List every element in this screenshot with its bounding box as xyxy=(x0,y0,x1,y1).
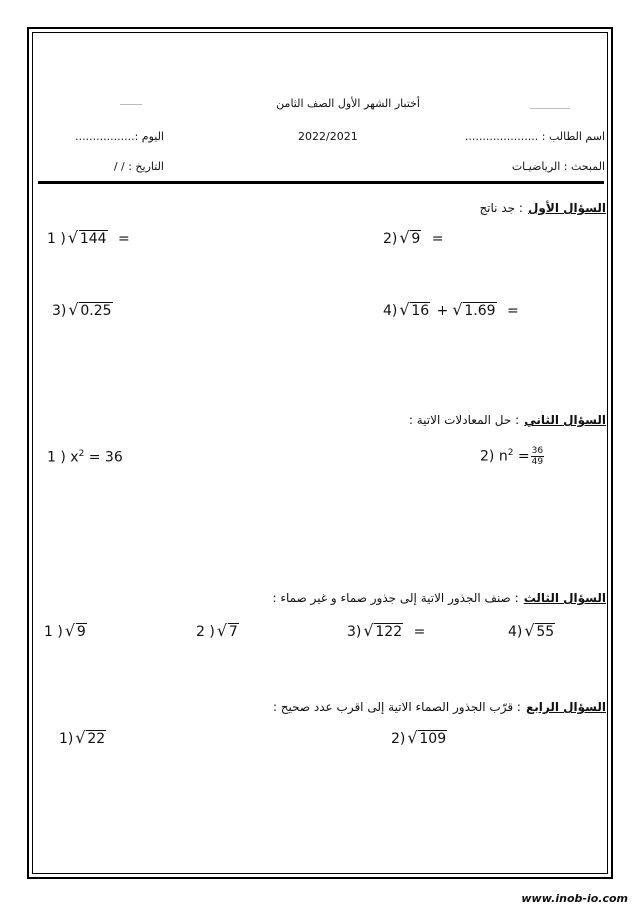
item-label: 3) xyxy=(347,624,362,640)
radicand: 1.69 xyxy=(464,303,496,319)
square-root: √ 22 xyxy=(75,728,106,747)
square-root: √ 9 xyxy=(64,621,86,640)
q2-item-1 xyxy=(47,449,123,466)
equals-sign: = xyxy=(413,624,426,640)
radicand: 55 xyxy=(536,624,555,640)
item-label: 4) xyxy=(508,624,523,640)
plus-sign: + xyxy=(436,303,449,319)
square-root: √ 55 xyxy=(524,621,555,640)
equals-sign: = xyxy=(431,231,444,247)
radicand: 144 xyxy=(79,231,107,247)
item-label: 2 ) xyxy=(196,624,215,640)
radicand: 9 xyxy=(76,624,86,640)
q4-heading xyxy=(236,696,606,715)
item-label: 4) xyxy=(383,303,398,319)
square-root: √ 144 xyxy=(67,228,107,247)
header-divider xyxy=(38,181,604,184)
numerator: 36 xyxy=(531,446,544,456)
square-root: √ 0.25 xyxy=(68,300,112,319)
radicand: 7 xyxy=(228,624,238,640)
item-label: 1 ) x xyxy=(47,449,79,466)
q4-title: السؤال الرابع xyxy=(526,700,606,714)
denominator: 49 xyxy=(531,457,544,467)
item-label: 1) xyxy=(59,731,74,747)
q2-heading xyxy=(380,409,606,428)
equals-sign: = xyxy=(118,231,130,247)
q2-title: السؤال الثاني xyxy=(524,413,606,427)
scan-mark xyxy=(120,104,142,105)
square-root: √ 109 xyxy=(407,728,447,747)
item-label: 2) xyxy=(391,731,406,747)
item-label: 1 ) xyxy=(44,624,63,640)
student-name-field: اسم الطالب : ..................... xyxy=(464,130,605,143)
q1-text: : جد ناتج xyxy=(479,201,523,215)
q1-item-3 xyxy=(52,300,113,319)
item-label: 2) n xyxy=(480,448,508,465)
q3-title: السؤال الثالث xyxy=(523,591,606,605)
date-field: التاريخ : / / xyxy=(113,160,164,173)
square-root: √ 1.69 xyxy=(452,300,496,319)
q4-text: : قرّب الجذور الصماء الاتية إلى اقرب عدد صحيح : xyxy=(272,700,521,714)
radicand: 22 xyxy=(87,731,106,747)
q2-text: : حل المعادلات الاتية : xyxy=(408,413,520,427)
q4-item-1 xyxy=(59,728,106,747)
q4-item-2 xyxy=(391,728,447,747)
equals-sign: = xyxy=(507,303,519,319)
radicand: 0.25 xyxy=(80,303,112,319)
square-root: √ 122 xyxy=(363,621,403,640)
q2-item-2 xyxy=(480,446,544,467)
radicand: 122 xyxy=(375,624,403,640)
q3-item-1 xyxy=(44,621,87,640)
q3-item-4 xyxy=(508,621,555,640)
item-label: 1 ) xyxy=(47,231,66,247)
day-field: اليوم :................. xyxy=(75,130,164,143)
q3-item-3 xyxy=(347,621,426,640)
q1-heading xyxy=(420,197,606,216)
q3-text: : صنف الجذور الاتية إلى جذور صماء و غير صماء : xyxy=(272,591,519,605)
item-label: 3) xyxy=(52,303,67,319)
square-root: √ 9 xyxy=(399,228,421,247)
exponent: 2 xyxy=(507,447,514,458)
scan-mark xyxy=(530,108,570,109)
q1-item-2 xyxy=(383,228,444,247)
square-root: √ 16 xyxy=(399,300,430,319)
square-root: √ 7 xyxy=(216,621,238,640)
radicand: 9 xyxy=(411,231,421,247)
q1-item-4 xyxy=(383,300,519,319)
school-year: 2022/2021 xyxy=(298,130,358,143)
q3-item-2 xyxy=(196,621,239,640)
q1-item-1 xyxy=(47,228,130,247)
fraction xyxy=(531,446,544,467)
subject-field: المبحث : الرياضيـات xyxy=(511,160,605,173)
radicand: 109 xyxy=(419,731,447,747)
q3-heading xyxy=(226,587,606,606)
exponent: 2 xyxy=(78,449,85,459)
equation-rhs: = 36 xyxy=(88,449,123,466)
radicand: 16 xyxy=(411,303,430,319)
exam-title: أختبار الشهر الأول الصف الثامن xyxy=(276,97,420,110)
website-link[interactable]: www.inob-io.com xyxy=(521,892,628,905)
item-label: 2) xyxy=(383,231,398,247)
equals-sign: = xyxy=(517,448,530,465)
q1-title: السؤال الأول xyxy=(528,201,606,215)
